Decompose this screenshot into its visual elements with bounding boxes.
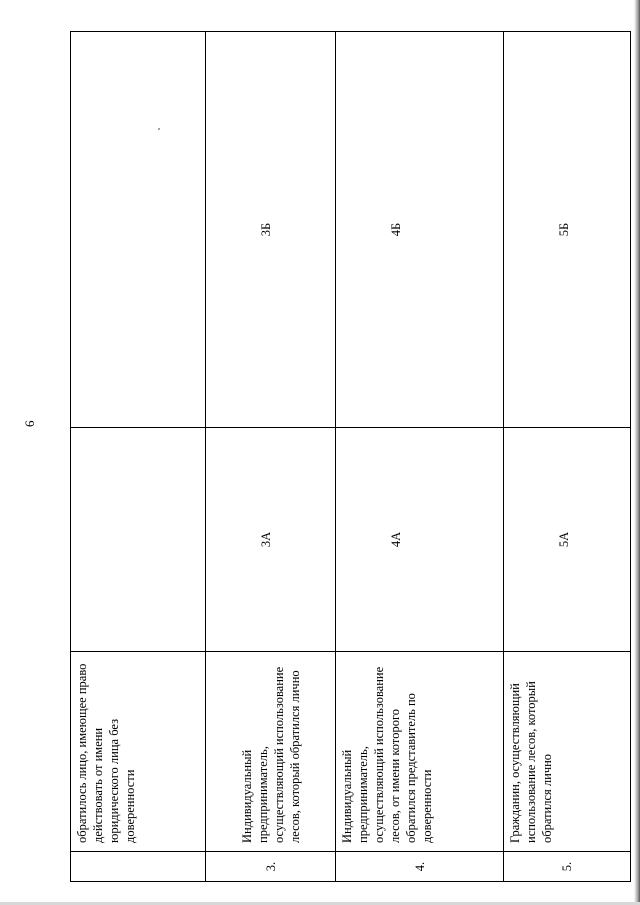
scan-speck: [158, 128, 160, 130]
code-b: 3Б: [259, 222, 273, 237]
row-description: обратилось лицо, имеющее право действовать от имени юридического лица без доверенности: [71, 652, 206, 852]
code-a: 5А: [557, 531, 571, 548]
code-a-cell: [206, 428, 336, 652]
code-a-cell: [336, 428, 504, 652]
code-b: 4Б: [389, 222, 403, 237]
table-row: [71, 32, 206, 882]
code-a-cell: [504, 428, 631, 652]
code-b-cell: [504, 32, 631, 428]
row-number: 5.: [504, 852, 631, 882]
scan-edge-shadow: [634, 0, 640, 905]
table-row: [206, 32, 336, 882]
row-number: 3.: [206, 852, 336, 882]
code-b-cell: [206, 32, 336, 428]
code-b: 5Б: [557, 222, 571, 237]
applicant-categories-table: [70, 31, 631, 882]
row-number: 4.: [336, 852, 504, 882]
table-row: [504, 32, 631, 882]
row-description: Индивидуальный предприниматель, осуществляющий использование лесов, который обратился лично: [206, 652, 336, 852]
code-a: 3А: [259, 531, 273, 548]
rotated-page-content: [22, 32, 630, 882]
code-b-cell: [336, 32, 504, 428]
row-number: [71, 852, 206, 882]
code-a-cell: [71, 428, 206, 652]
code-b-cell: [71, 32, 206, 428]
row-description: Гражданин, осуществляющий использование лесов, который обратился лично: [504, 652, 631, 852]
page-number: 6: [22, 420, 37, 427]
row-description: Индивидуальный предприниматель, осуществляющий использование лесов, от имени которого обратился представитель по доверенности: [336, 652, 504, 852]
table-row: [336, 32, 504, 882]
code-a: 4А: [389, 531, 403, 548]
